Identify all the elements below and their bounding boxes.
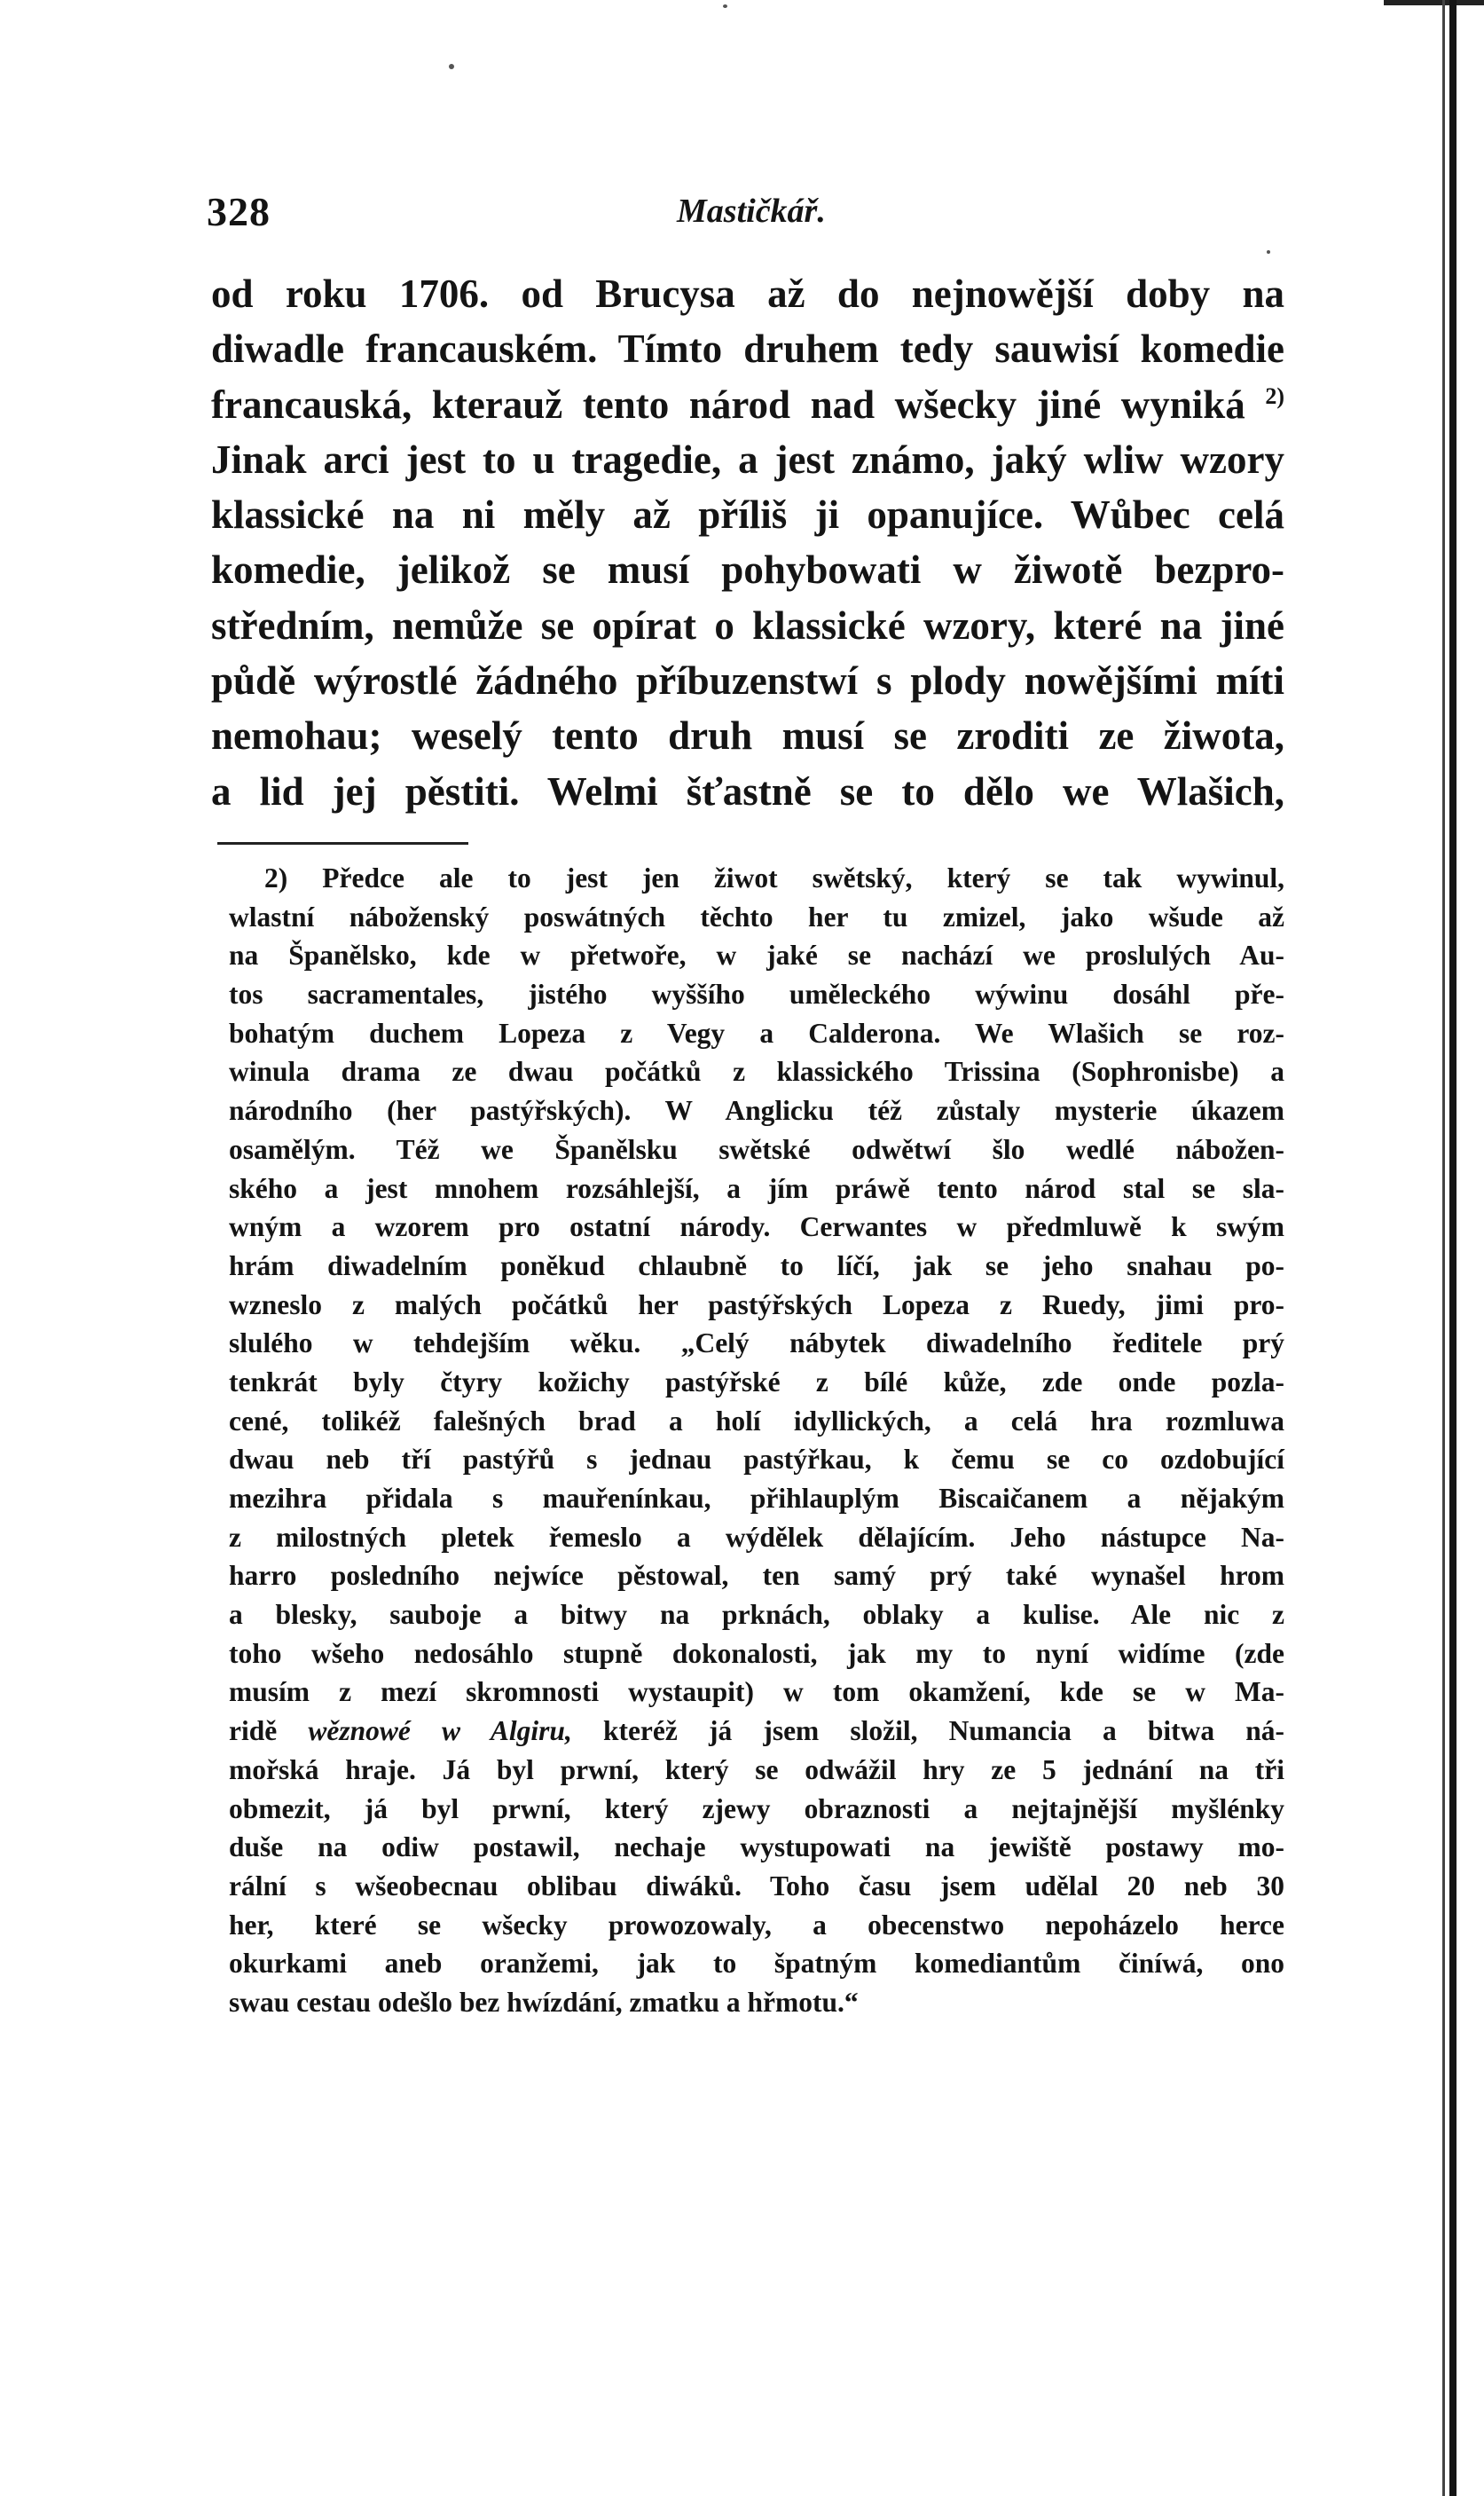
footnote-line: duše na odiw postawil, nechaje wystupowati na jewiště postawy mo- — [229, 1831, 1284, 1863]
footnote-line-content: kteréž já jsem složil, Numancia a bitwa ná- — [602, 1715, 1284, 1747]
text-line: Jinak arci jest to u tragedie, a jest známo, jaký wliw wzory — [211, 437, 1284, 482]
footnote-line-prefix: ridě — [229, 1715, 278, 1747]
footnote-line: okurkami aneb oranžemi, jak to špatným komediantům činíwá, ono — [229, 1948, 1284, 1980]
footnote-line: wným a wzorem pro ostatní národy. Cerwantes w předmluwě k swým — [229, 1211, 1284, 1243]
footnote-line: wzneslo z malých počátků her pastýřských Lopeza z Ruedy, jimi pro- — [229, 1288, 1284, 1320]
text-line: půdě wýrostlé žádného příbuzenstwí s plody nowějšími míti — [211, 658, 1284, 704]
footnote-block — [229, 859, 1284, 2022]
footnote-line: bohatým duchem Lopeza z Vegy a Calderona. We Wlašich se roz- — [229, 1017, 1284, 1049]
footnote-line: cené, tolikéž falešných brad a holí idyllických, a celá hra rozmluwa — [229, 1405, 1284, 1437]
footnote-line: toho wšeho nedosáhlo stupně dokonalosti, jak my to nyní widíme (zde — [229, 1637, 1284, 1669]
footnote-line-content: Předce ale to jest jen žiwot swětský, který se tak wywinul, — [322, 862, 1284, 894]
footnote-line: osamělým. Též we Španělsku swětské odwětwí šlo wedlé nábožen- — [229, 1133, 1284, 1165]
footnote-line: tenkrát byly čtyry kožichy pastýřské z bílé kůže, zde onde pozla- — [229, 1366, 1284, 1398]
scan-speck — [449, 64, 454, 69]
text-line: od roku 1706. od Brucysa až do nejnowější doby na — [211, 272, 1284, 316]
footnote-line: hrám diwadelním poněkud chlaubně to líčí, jak se jeho snahau po- — [229, 1249, 1284, 1281]
footnote-line: musím z mezí skromnosti wystaupit) w tom okamžení, kde se w Ma- — [229, 1676, 1284, 1708]
footnote-line: winula drama ze dwau počátků z klassického Trissina (Sophronisbe) a — [229, 1056, 1284, 1088]
scan-speck — [723, 4, 727, 8]
footnote-line: mezihra přidala s mauřenínkau, přihlauplým Biscaičanem a nějakým — [229, 1483, 1284, 1514]
footnote-line: swau cestau odešlo bez hwízdání, zmatku a hřmotu.“ — [229, 1986, 859, 2018]
italic-title: wěznowé w Algiru, — [308, 1715, 572, 1747]
page-number: 328 — [207, 189, 271, 234]
footnote-line: mořská hraje. Já byl prwní, který se odwážil hry ze 5 jednání na tři — [229, 1753, 1284, 1785]
text-line: klassické na ni měly až příliš ji opanujíce. Wůbec celá — [211, 492, 1284, 538]
text-line: nemohau; weselý tento druh musí se zroditi ze žiwota, — [211, 713, 1284, 759]
footnote-marker: 2) — [264, 862, 288, 894]
footnote-reference: 2) — [1265, 382, 1285, 409]
scan-border-inner — [1442, 0, 1445, 2496]
footnote-line: dwau neb tří pastýřů s jednau pastýřkau, k čemu se co ozdobující — [229, 1444, 1284, 1476]
running-title: Mastičkář. — [677, 193, 826, 230]
footnote-line: z milostných pletek řemeslo a wýdělek dělajícím. Jeho nástupce Na- — [229, 1521, 1284, 1553]
text-line-content: francauská, kterauž tento národ nad wšecky jiné wyniká — [211, 382, 1245, 427]
footnote-line: národního (her pastýřských). W Anglicku též zůstaly mysterie úkazem — [229, 1095, 1284, 1127]
footnote-line: obmezit, já byl prwní, který zjewy obraznosti a nejtajnější myšlénky — [229, 1792, 1284, 1824]
text-line — [211, 377, 1284, 432]
footnote-line: her, které se wšecky prowozowaly, a obecenstwo nepoházelo herce — [229, 1909, 1284, 1941]
footnote-line: na Španělsko, kde w přetwoře, w jaké se nachází we proslulých Au- — [229, 940, 1284, 972]
footnote-line — [229, 1712, 1284, 1751]
footnote-line: a blesky, sauboje a bitwy na prknách, oblaky a kulise. Ale nic z — [229, 1599, 1284, 1631]
footnote-line — [229, 859, 1284, 898]
footnote-line: ského a jest mnohem rozsáhlejší, a jím práwě tento národ stal se sla- — [229, 1172, 1284, 1204]
scan-border-right — [1449, 0, 1457, 2496]
footnote-divider — [217, 842, 468, 845]
text-line: diwadle francauském. Tímto druhem tedy sauwisí komedie — [211, 327, 1284, 372]
main-text — [211, 266, 1284, 819]
footnote-line: wlastní náboženský poswátných těchto her tu zmizel, jako wšude až — [229, 901, 1284, 933]
scan-border-top — [1384, 0, 1484, 5]
text-line: komedie, jelikož se musí pohybowati w žiwotě bezpro- — [211, 547, 1284, 593]
footnote-line: tos sacramentales, jistého wyššího uměleckého wýwinu dosáhl pře- — [229, 979, 1284, 1011]
footnote-line: rální s wšeobecnau oblibau diwáků. Toho času jsem udělal 20 neb 30 — [229, 1870, 1284, 1902]
footnote-line: harro posledního nejwíce pěstowal, ten samý prý také wynašel hrom — [229, 1560, 1284, 1592]
text-line: středním, nemůže se opírat o klassické wzory, které na jiné — [211, 602, 1284, 648]
footnote-line: slulého w tehdejším wěku. „Celý nábytek diwadelního ředitele prý — [229, 1327, 1284, 1359]
page-header — [207, 188, 1289, 241]
scan-speck — [1267, 250, 1270, 254]
text-line: a lid jej pěstiti. Welmi šťastně se to dělo we Wlašich, — [211, 768, 1284, 814]
